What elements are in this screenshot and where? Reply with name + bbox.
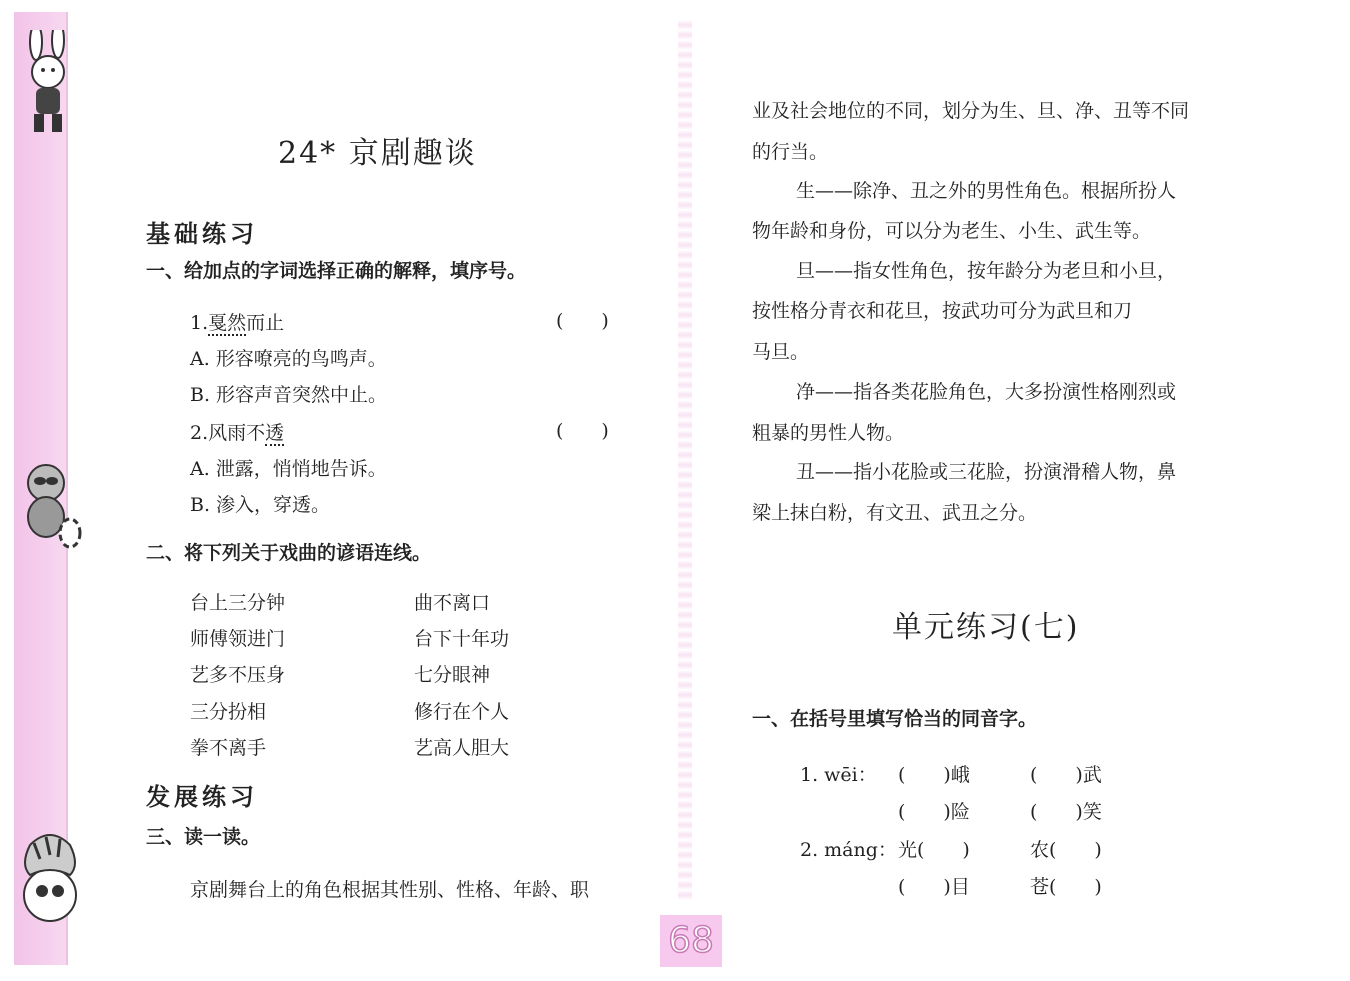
fill-blank[interactable]: ( )险 — [898, 801, 970, 823]
page-fold — [678, 20, 692, 900]
q1-item-1-option-b: B. 形容声音突然中止。 — [190, 384, 388, 406]
proverb-left-1[interactable]: 台上三分钟 — [190, 592, 286, 614]
reading-line: 业及社会地位的不同，划分为生、旦、净、丑等不同 — [752, 100, 1190, 122]
section-development-practice: 发展练习 — [146, 783, 258, 811]
reading-line: 旦——指女性角色，按年龄分为老旦和小旦， — [796, 260, 1177, 282]
fill-blank[interactable]: ( )笑 — [1030, 801, 1102, 823]
pinyin-label: 2. máng： — [800, 839, 897, 861]
question-2-heading: 二、将下列关于戏曲的谚语连线。 — [146, 542, 432, 564]
page-number: 68 — [660, 915, 722, 967]
proverb-left-5[interactable]: 拳不离手 — [190, 737, 267, 759]
proverb-right-3[interactable]: 七分眼神 — [414, 664, 491, 686]
fill-blank[interactable]: 光( ) — [898, 839, 970, 861]
dotted-word: 透 — [265, 422, 285, 444]
dotted-word: 戛然 — [208, 312, 247, 334]
proverb-right-5[interactable]: 艺高人胆大 — [414, 737, 510, 759]
reading-line: 粗暴的男性人物。 — [752, 422, 905, 444]
fill-blank[interactable]: ( )峨 — [898, 764, 970, 786]
proverb-left-2[interactable]: 师傅领进门 — [190, 628, 286, 650]
q1-item-2-option-b: B. 渗入，穿透。 — [190, 494, 331, 516]
fill-blank[interactable]: ( )目 — [898, 876, 970, 898]
proverb-right-4[interactable]: 修行在个人 — [414, 701, 510, 723]
raccoon-mascot-icon — [14, 455, 84, 550]
reading-line-1: 京剧舞台上的角色根据其性别、性格、年龄、职 — [190, 879, 590, 901]
answer-blank-2[interactable]: ( ) — [556, 420, 609, 442]
reading-line: 生——除净、丑之外的男性角色。根据所扮人 — [796, 180, 1177, 202]
q1-item-2-option-a: A. 泄露，悄悄地告诉。 — [190, 458, 387, 480]
q1-item-2: 2.风雨不透 — [190, 422, 285, 444]
reading-line: 物年龄和身份，可以分为老生、小生、武生等。 — [752, 220, 1152, 242]
section-basic-practice: 基础练习 — [146, 220, 258, 248]
question-3-heading: 三、读一读。 — [146, 826, 261, 848]
reading-line: 按性格分青衣和花旦，按武功可分为武旦和刀 — [752, 300, 1133, 322]
rabbit-mascot-icon — [14, 30, 84, 140]
proverb-right-1[interactable]: 曲不离口 — [414, 592, 491, 614]
lesson-title: 24* 京剧趣谈 — [278, 136, 477, 171]
question-1-heading: 一、给加点的字词选择正确的解释，填序号。 — [146, 260, 527, 282]
fill-blank[interactable]: 农( ) — [1030, 839, 1102, 861]
reading-line: 的行当。 — [752, 141, 829, 163]
tiger-mascot-icon — [10, 825, 90, 930]
proverb-left-4[interactable]: 三分扮相 — [190, 701, 267, 723]
reading-line: 净——指各类花脸角色，大多扮演性格刚烈或 — [796, 381, 1177, 403]
reading-line: 丑——指小花脸或三花脸，扮演滑稽人物，鼻 — [796, 461, 1177, 483]
pinyin-label: 1. wēi： — [800, 764, 877, 786]
unit-question-1-heading: 一、在括号里填写恰当的同音字。 — [752, 708, 1038, 730]
proverb-right-2[interactable]: 台下十年功 — [414, 628, 510, 650]
fill-blank[interactable]: 苍( ) — [1030, 876, 1102, 898]
proverb-left-3[interactable]: 艺多不压身 — [190, 664, 286, 686]
q1-item-1-option-a: A. 形容嘹亮的鸟鸣声。 — [190, 348, 387, 370]
unit-title: 单元练习(七) — [892, 610, 1080, 645]
q1-item-1: 1.戛然而止 — [190, 312, 285, 334]
reading-line: 马旦。 — [752, 341, 810, 363]
answer-blank-1[interactable]: ( ) — [556, 310, 609, 332]
fill-blank[interactable]: ( )武 — [1030, 764, 1102, 786]
reading-line: 梁上抹白粉，有文丑、武丑之分。 — [752, 502, 1038, 524]
